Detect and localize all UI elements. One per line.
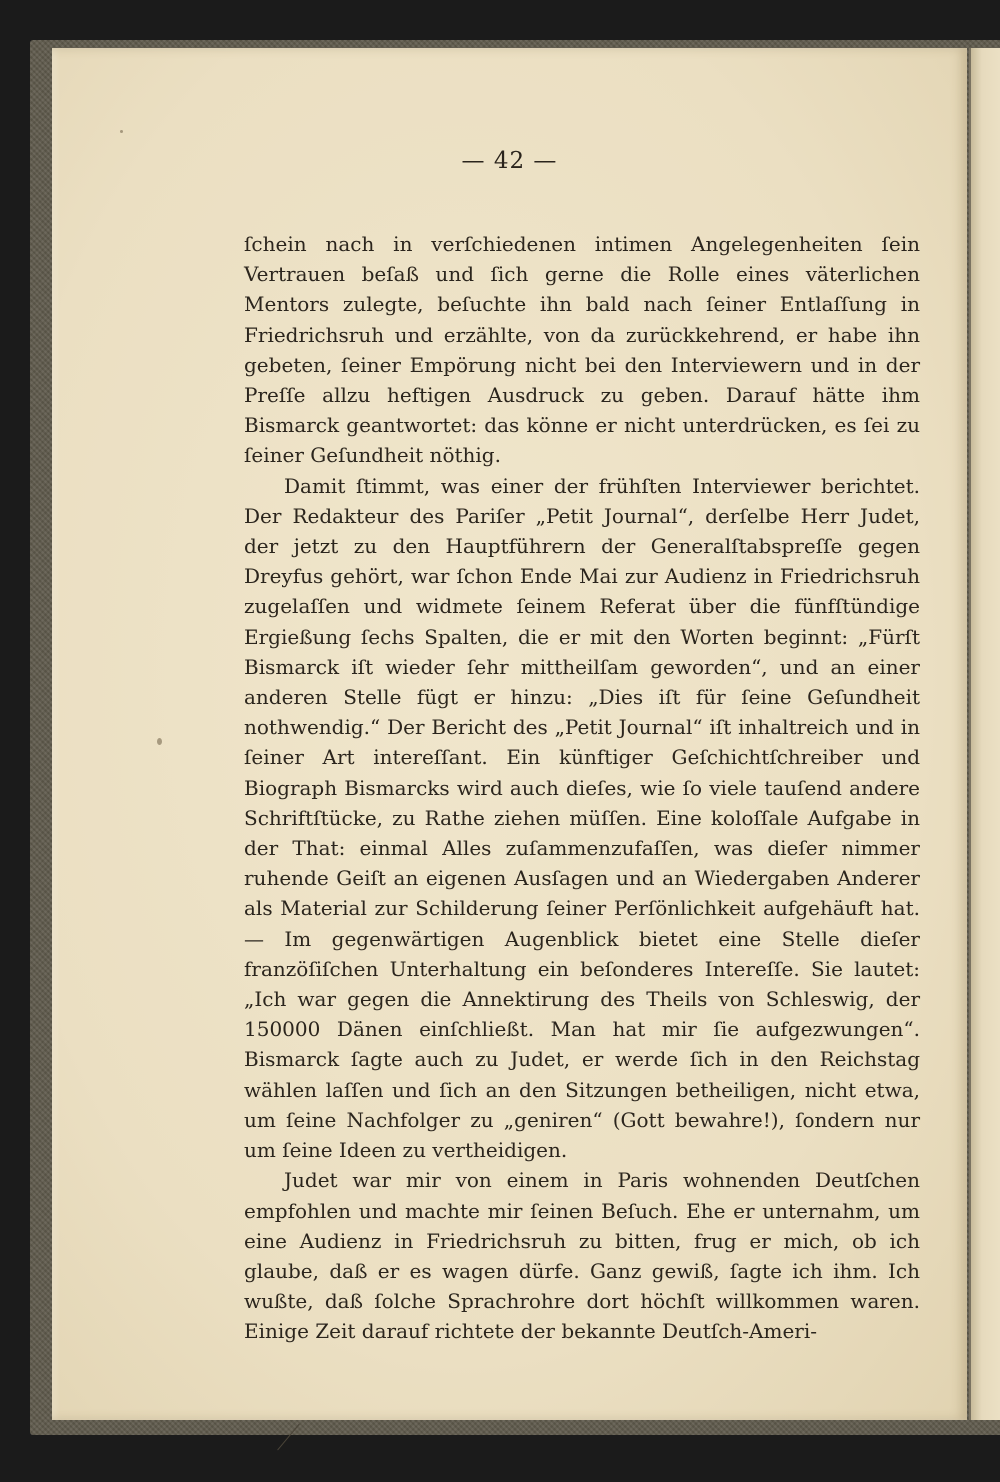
paper-speck: [120, 130, 123, 133]
book-page: [52, 48, 967, 1420]
adjacent-page-edge: [969, 48, 1000, 1420]
paragraph-3: Judet war mir von einem in Paris wohnenden Deutſchen empfohlen und machte mir ſeinen Beſuch. Ehe er unternahm, um eine Audienz in Friedrichsruh zu bitten, frug er mich, ob ich glaube, daß er es wagen dürfe. Ganz gewiß, ſagte ich ihm. Ich wußte, daß ſolche Sprachrohre dort höchſt willkommen waren. Einige Zeit darauf richtete der bekannte Deutſch-Ameri-: [244, 1168, 920, 1344]
page-number: — 42 —: [461, 148, 558, 174]
paragraph-1: ſchein nach in verſchiedenen intimen Angelegenheiten ſein Vertrauen beſaß und ſich gerne die Rolle eines väterlichen Mentors zulegte, beſuchte ihn bald nach ſeiner Entlaſſung in Friedrichsruh und erzählte, von da zurückkehrend, er habe ihn gebeten, ſeiner Empörung nicht bei den Interviewern und in der Preſſe allzu heftigen Ausdruck zu geben. Darauf hätte ihm Bismarck geantwortet: das könne er nicht unterdrücken, es ſei zu ſeiner Geſundheit nöthig.: [244, 232, 920, 468]
paper-speck: [157, 738, 162, 745]
body-text: [244, 229, 920, 1347]
paragraph-2: Damit ſtimmt, was einer der frühſten Interviewer berichtet. Der Redakteur des Pariſer „Petit Journal“, derſelbe Herr Judet, der jetzt zu den Hauptführern der Generalſtabspreſſe gegen Dreyfus gehört, war ſchon Ende Mai zur Audienz in Friedrichsruh zugelaſſen und widmete ſeinem Referat über die fünfſtündige Ergießung ſechs Spalten, die er mit den Worten beginnt: „Fürſt Bismarck iſt wieder ſehr mittheilſam geworden“, und an einer anderen Stelle fügt er hinzu: „Dies iſt für ſeine Geſundheit nothwendig.“ Der Bericht des „Petit Journal“ iſt inhaltreich und in ſeiner Art intereſſant. Ein künftiger Geſchichtſchreiber und Biograph Bismarcks wird auch dieſes, wie ſo viele tauſend andere Schriftſtücke, zu Rathe ziehen müſſen. Eine koloſſale Aufgabe in der That: einmal Alles zuſammenzufaſſen, was dieſer nimmer ruhende Geiſt an eigenen Ausſagen und an Wiedergaben Anderer als Material zur Schilderung ſeiner Perſönlichkeit aufgehäuft hat. — Im gegenwärtigen Augenblick bietet eine Stelle dieſer franzöſiſchen Unterhaltung ein beſonderes Intereſſe. Sie lautet: „Ich war gegen die Annektirung des Theils von Schleswig, der 150000 Dänen einſchließt. Man hat mir ſie aufgezwungen“. Bismarck ſagte auch zu Judet, er werde ſich in den Reichstag wählen laſſen und ſich an den Sitzungen betheiligen, nicht etwa, um ſeine Nachfolger zu „geniren“ (Gott bewahre!), ſondern nur um ſeine Ideen zu vertheidigen.: [244, 473, 920, 1163]
